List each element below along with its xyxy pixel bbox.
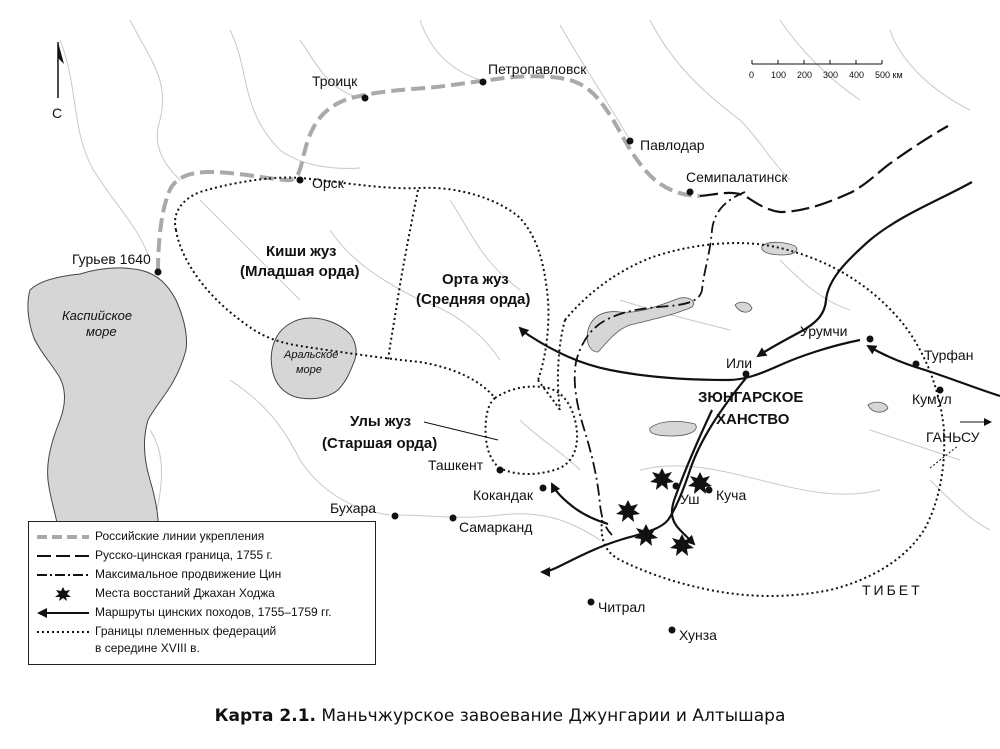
orta-zhuz-sublabel: (Средняя орда) [416, 291, 531, 308]
scale-tick: 300 [823, 70, 839, 80]
gansu-label: ГАНЬСУ [926, 429, 980, 445]
scale-tick: 0 [749, 70, 755, 80]
aral-label-2: море [296, 364, 322, 376]
tibet-label: ТИБЕТ [862, 582, 923, 598]
city-semipalatinsk: Семипалатинск [686, 169, 788, 185]
scale-tick: 400 [849, 70, 865, 80]
scale-tick: 200 [797, 70, 813, 80]
legend [28, 521, 376, 665]
city-dot [627, 138, 634, 145]
ebi-nur-lake [735, 302, 752, 312]
scale-tick: 500 км [875, 70, 903, 80]
russian-fortification-line [158, 76, 700, 272]
city-orsk: Орск [312, 175, 344, 191]
aral-label-1: Аральское [284, 349, 339, 361]
uprising-icon [650, 468, 674, 490]
legend-row-uprising [29, 585, 375, 603]
city-dot [540, 485, 547, 492]
city-guryev: Гурьев 1640 [72, 251, 151, 267]
legend-row-fortification [29, 528, 375, 546]
city-dot [480, 79, 487, 86]
legend-row-tribal-cont [29, 640, 375, 658]
zaysan-lake [762, 242, 797, 255]
city-dot [392, 513, 399, 520]
legend-label: Маршруты цинских походов, 1755–1759 гг. [95, 605, 332, 619]
city-turfan: Турфан [924, 347, 974, 363]
city-dot [588, 599, 595, 606]
city-kumul: Кумул [912, 391, 952, 407]
legend-label: Максимальное продвижение Цин [95, 567, 282, 581]
uprising-icon [670, 534, 694, 556]
city-dot [450, 515, 457, 522]
route-to-kokand [552, 484, 608, 524]
uprising-markers [616, 468, 712, 556]
caspian-label-1: Каспийское [62, 308, 133, 323]
city-ili: Или [726, 355, 753, 371]
city-pavlodar: Павлодар [640, 137, 705, 153]
city-dot [743, 371, 750, 378]
legend-row-tribal [29, 623, 375, 641]
kishi-zhuz-label: Киши жуз [266, 243, 337, 260]
uly-zhuz-label: Улы жуз [350, 413, 412, 430]
legend-label: Границы племенных федераций [95, 624, 277, 638]
city-dot [706, 487, 713, 494]
city-dot [673, 483, 680, 490]
khanate-label-1: ЗЮНГАРСКОЕ [698, 389, 804, 406]
city-dot [497, 467, 504, 474]
legend-label: Российские линии укрепления [95, 529, 265, 543]
city-chitral: Читрал [598, 599, 646, 615]
uprising-icon [616, 500, 640, 522]
city-dot [362, 95, 369, 102]
city-ush: Уш [680, 491, 700, 507]
bagrash-lake [868, 402, 888, 412]
khanate-label-2: ХАНСТВО [716, 411, 790, 428]
uprising-icon [55, 587, 71, 601]
city-dot [669, 627, 676, 634]
city-hunza: Хунза [679, 627, 717, 643]
campaign-routes [520, 182, 1000, 572]
legend-label: Русско-цинская граница, 1755 г. [95, 548, 273, 562]
legend-row-qing-advance [29, 566, 375, 584]
north-arrow [52, 42, 64, 121]
route-north [758, 182, 972, 356]
compass-label: С [52, 105, 63, 121]
city-kucha: Куча [716, 487, 747, 503]
city-tashkent: Ташкент [428, 457, 484, 473]
city-samarkand: Самарканд [459, 519, 533, 535]
orta-zhuz-label: Орта жуз [442, 271, 509, 288]
city-urumqi: Урумчи [800, 323, 848, 339]
legend-row-routes [29, 604, 375, 622]
legend-label: Места восстаний Джахан Ходжа [95, 586, 275, 600]
caption-title: Маньчжурское завоевание Джунгарии и Алтышара [321, 706, 786, 726]
city-dot [297, 177, 304, 184]
city-dot [687, 189, 694, 196]
city-dot [867, 336, 874, 343]
issyk-kul-lake [650, 421, 697, 436]
map-caption [0, 706, 1000, 726]
caspian-label-2: море [86, 324, 117, 339]
city-petropavlovsk: Петропавловск [488, 61, 587, 77]
route-south-1 [542, 378, 746, 572]
scale-bar [749, 60, 903, 80]
city-kokand: Кокандак [473, 487, 533, 503]
scale-tick: 100 [771, 70, 787, 80]
city-dot [913, 361, 920, 368]
legend-label: в середине XVIII в. [95, 641, 200, 655]
lakes [587, 242, 888, 436]
legend-row-border [29, 547, 375, 565]
city-dot [155, 269, 162, 276]
caption-number: Карта 2.1. [214, 706, 316, 726]
city-troitsk: Троицк [312, 73, 358, 89]
kishi-zhuz-sublabel: (Младшая орда) [240, 263, 360, 280]
uly-zhuz-sublabel: (Старшая орда) [322, 435, 438, 452]
city-bukhara: Бухара [330, 500, 377, 516]
